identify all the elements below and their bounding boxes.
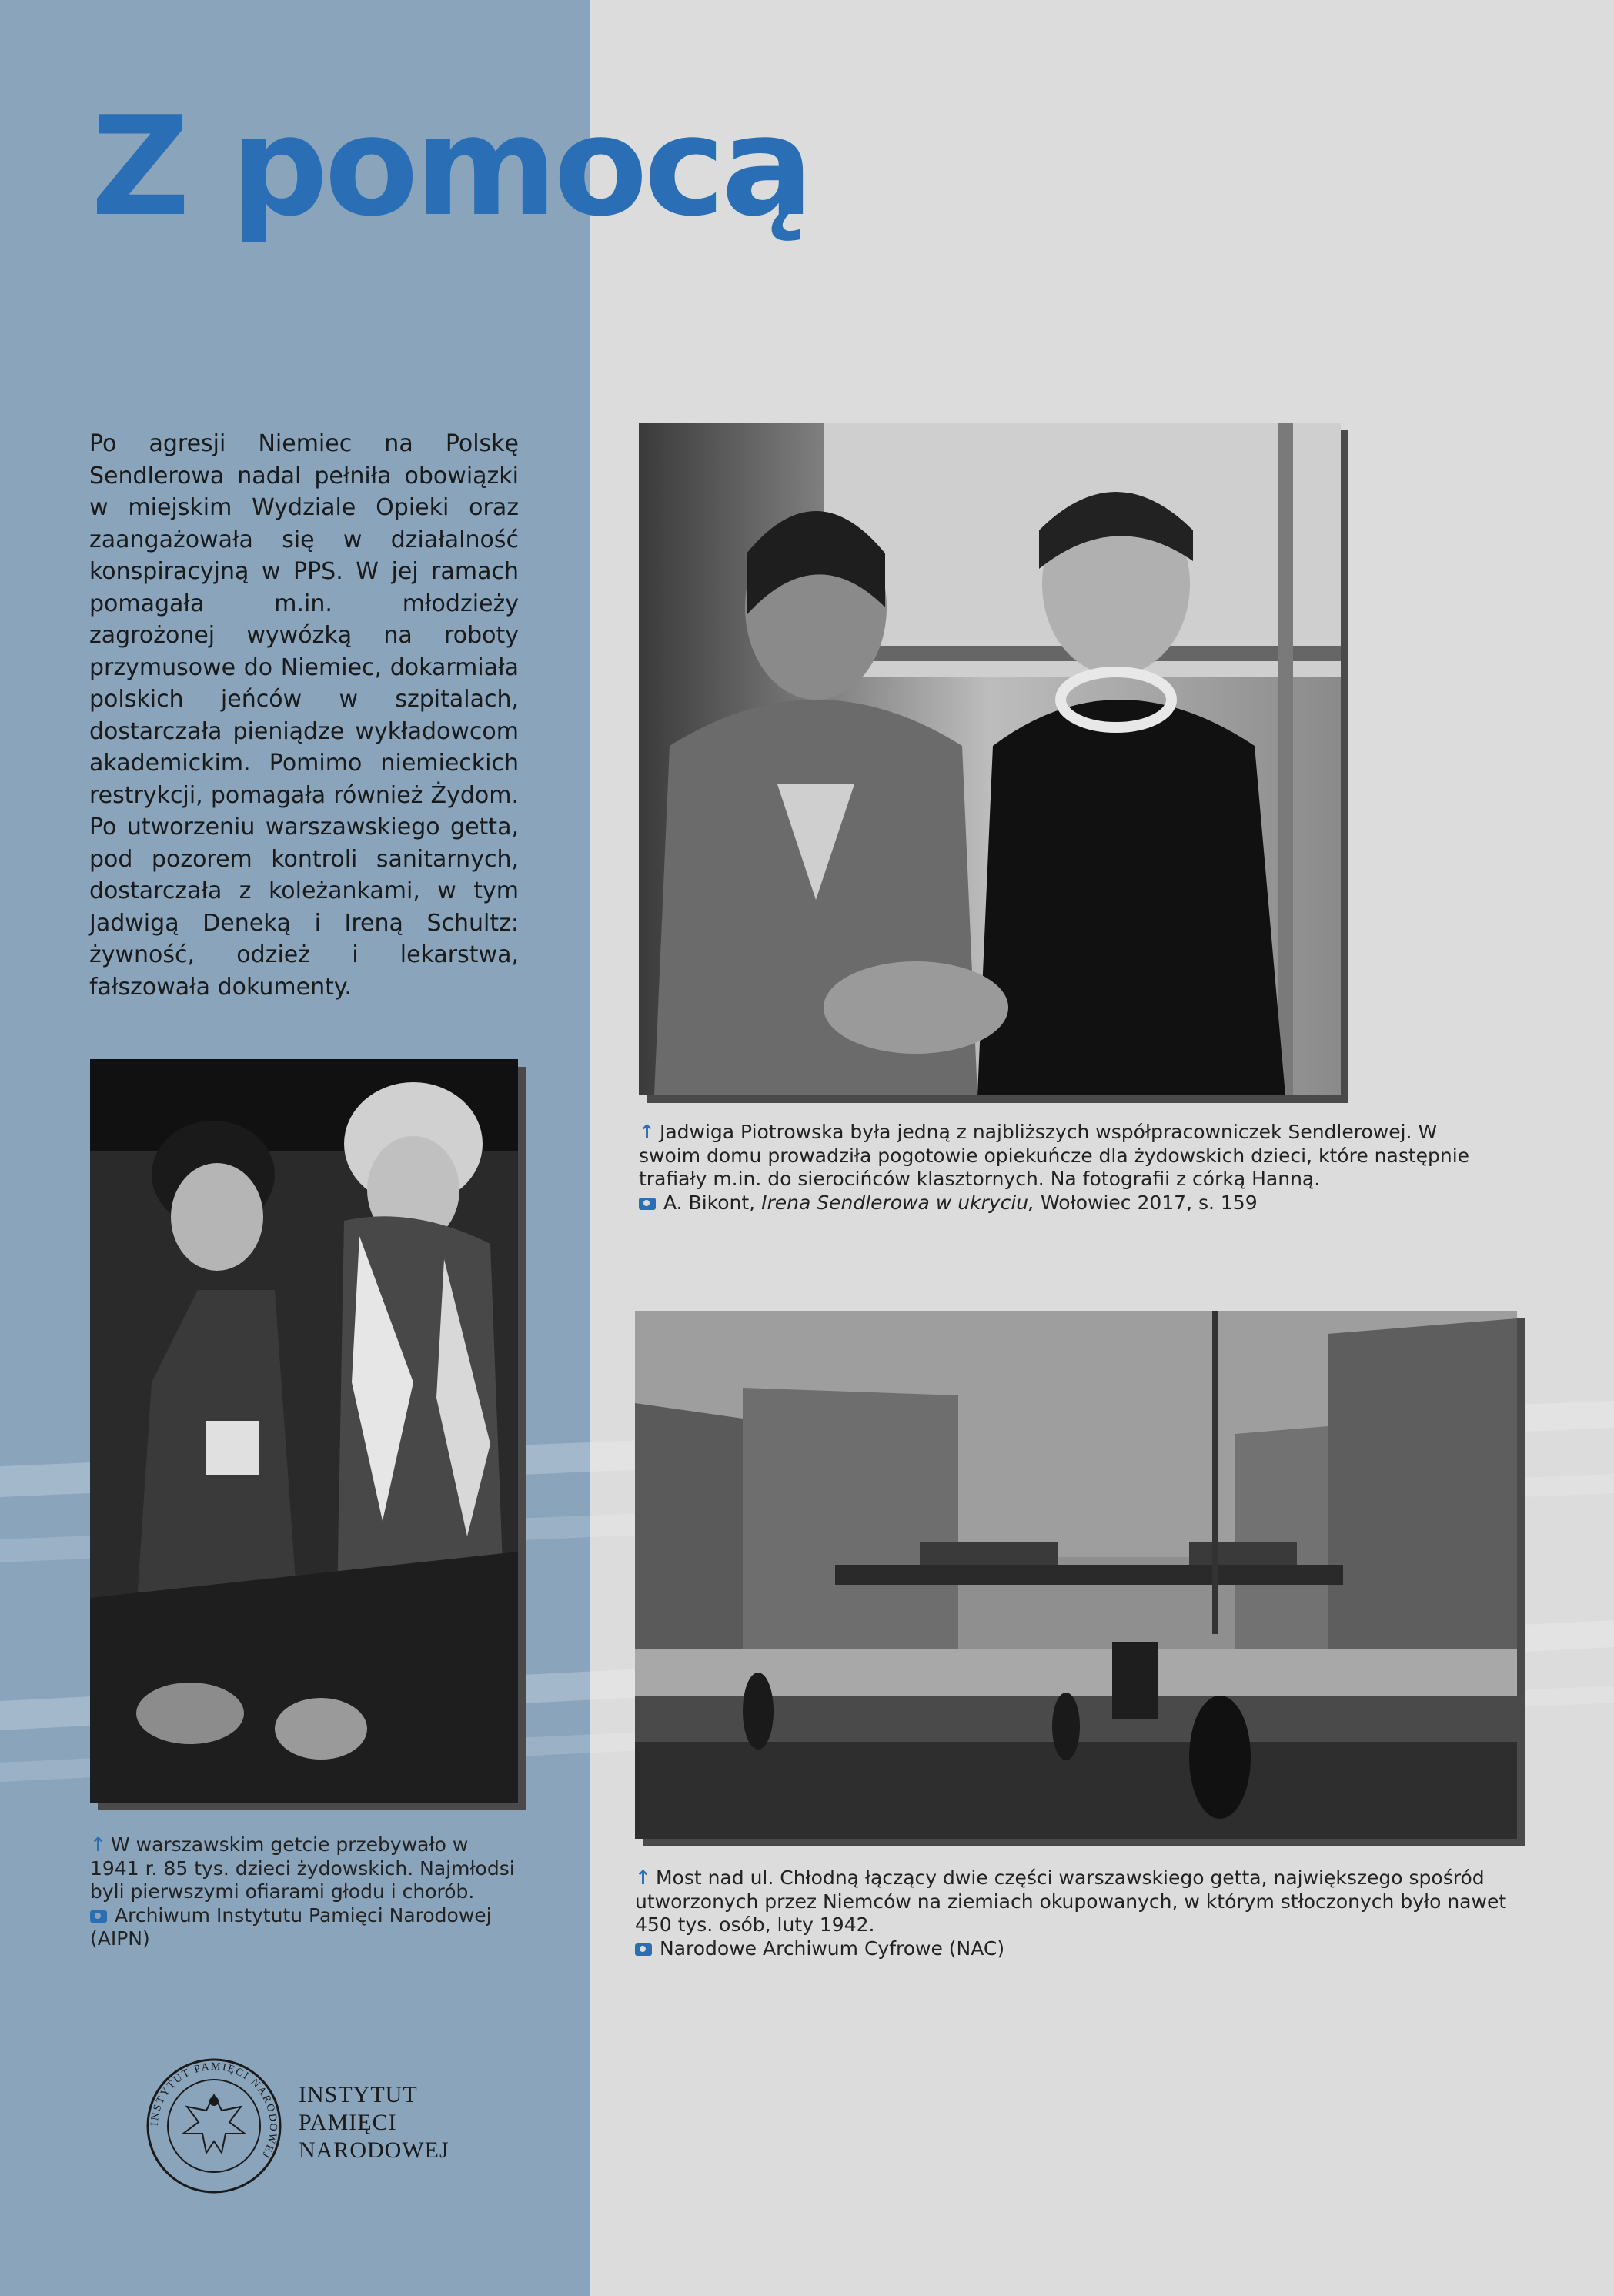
portrait-photo: [639, 423, 1341, 1095]
svg-text:INSTYTUT PAMIĘCI NARODOWEJ: INSTYTUT PAMIĘCI NARODOWEJ: [149, 2060, 279, 2161]
children-caption: ↑ W warszawskim getcie przebywało w 1941 r. 85 tys. dzieci żydowskich. Najmłodsi byli pierwszymi ofiarami głodu i chorób. Archiwum Instytutu Pamięci Narodowej (AIPN): [90, 1833, 515, 1950]
camera-icon: [639, 1198, 656, 1210]
camera-icon: [635, 1943, 652, 1956]
body-paragraph: Po agresji Niemiec na Polskę Sendlerowa nadal pełniła obowiązki w miejskim Wydziale Opieki oraz zaangażowała się w działalność konspiracyjną w PPS. W jej ramach pomagała m.in. młodzieży zagrożonej wywózką na roboty przymusowe do Niemiec, dokarmiała polskich jeńców w szpitalach, dostarczała pieniądze wykładowcom akademickim. Pomimo niemieckich restrykcji, pomagała również Żydom. Po utworzeniu warszawskiego getta, pod pozorem kontroli sanitarnych, dostarczała z koleżankami, w tym Jadwigą Deneką i Ireną Schultz: żywność, odzież i lekarstwa, fałszowała dokumenty.: [89, 430, 519, 1001]
portrait-caption: ↑ Jadwiga Piotrowska była jedną z najbliższych współpracowniczek Sendlerowej. W swoim domu prowadziła pogotowie opiekuńcze dla żydowskich dzieci, które następnie trafiały m.in. do sierocińców klasztornych. Na fotografii z córką Hanną. A. Bikont, Irena Sendlerowa w ukryciu, Wołowiec 2017, s. 159: [639, 1121, 1470, 1214]
institution-name: INSTYTUT PAMIĘCI NARODOWEJ: [299, 2082, 449, 2163]
bridge-photo: [635, 1311, 1517, 1839]
bridge-caption: ↑ Most nad ul. Chłodną łączący dwie części warszawskiego getta, największego spośród utworzonych przez Niemców na ziemiach okupowanych, w którym stłoczonych było nawet 450 tys. osób, luty 1942. Narodowe Archiwum Cyfrowe (NAC): [635, 1867, 1507, 1960]
arrow-up-icon: ↑: [639, 1121, 655, 1143]
children-photo: [90, 1059, 518, 1803]
page-title: Z pomocą: [91, 87, 810, 246]
arrow-up-icon: ↑: [635, 1867, 651, 1889]
arrow-up-icon: ↑: [90, 1833, 106, 1856]
camera-icon: [90, 1910, 107, 1923]
ipn-seal-logo: [145, 2057, 283, 2195]
